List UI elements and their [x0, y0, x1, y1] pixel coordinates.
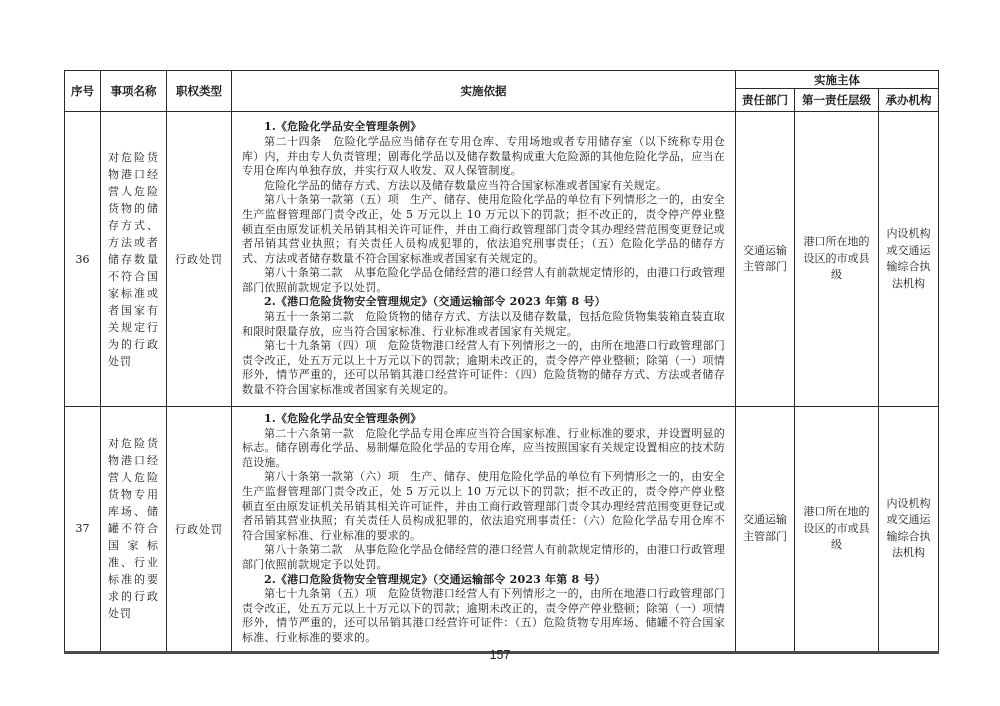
row-implementation-basis — [232, 112, 736, 407]
header-authority-type: 职权类型 — [167, 71, 232, 112]
row-first-responsibility-level: 港口所在地的设区的市或县级 — [795, 407, 879, 653]
row-item-name: 对危险货物港口经营人危险货物的储存方式、方法或者储存数量不符合国家标准或者国家有关规定行为的行政处罚 — [101, 112, 167, 407]
basis-paragraph: 第二十四条 危险化学品应当储存在专用仓库、专用场地或者专用储存室（以下统称专用仓库）内，并由专人负责管理；剧毒化学品以及储存数量构成重大危险源的其他危险化学品，应当在专用仓库内单独存放，并实行双人收发、双人保管制度。 — [242, 134, 725, 178]
header-implementation-subject: 实施主体 — [736, 71, 939, 89]
basis-paragraph: 第五十一条第二款 危险货物的储存方式、方法以及储存数量，包括危险货物集装箱直装直取和限时限量存放，应当符合国家标准、行业标准或者国家有关规定。 — [242, 310, 725, 338]
row-item-name: 对危险货物港口经营人危险货物专用库场、储罐不符合国家标准、行业标准的要求的行政处罚 — [101, 407, 167, 653]
header-seq: 序号 — [65, 71, 101, 112]
page-number: 157 — [489, 648, 511, 662]
basis-paragraph: 第八十条第一款第（五）项 生产、储存、使用危险化学品的单位有下列情形之一的，由安全生产监督管理部门责令改正，处 5 万元以上 10 万元以下的罚款；拒不改正的，责令停产停业整顿直至由原发证机关吊销其相关许可证件，并由工商行政管理部门责令其办理经营范围变更登记或者吊销其营业执照；有关责任人员构成犯罪的，依法追究刑事责任；（五）危险化学品的储存方式、方法或者储存数量不符合国家标准或者国家有关规定的。 — [242, 193, 725, 265]
row-seq: 36 — [65, 112, 101, 407]
header-first-responsibility-level: 第一责任层级 — [795, 89, 879, 112]
basis-paragraph: 第八十条第二款 从事危险化学品仓储经营的港口经营人有前款规定情形的，由港口行政管理部门依照前款规定予以处罚。 — [242, 543, 725, 571]
header-responsible-department: 责任部门 — [736, 89, 795, 112]
row-implementation-basis — [232, 407, 736, 653]
authority-items-table — [64, 70, 939, 654]
basis-paragraph: 1.《危险化学品安全管理条例》 — [264, 412, 422, 425]
row-first-responsibility-level: 港口所在地的设区的市或县级 — [795, 112, 879, 407]
basis-paragraph: 第七十九条第（五）项 危险货物港口经营人有下列情形之一的，由所在地港口行政管理部门责令改正，处五万元以上十万元以下的罚款；逾期未改正的，责令停产停业整顿；除第（一）项情形外，情节严重的，还可以吊销其港口经营许可证件：（五）危险货物专用库场、储罐不符合国家标准、行业标准的要求的。 — [242, 587, 725, 644]
basis-paragraph: 2.《港口危险货物安全管理规定》（交通运输部令 2023 年第 8 号） — [264, 572, 606, 586]
row-authority-type: 行政处罚 — [167, 112, 232, 407]
row-seq: 37 — [65, 407, 101, 653]
basis-paragraph: 第八十条第二款 从事危险化学品仓储经营的港口经营人有前款规定情形的，由港口行政管理部门依照前款规定予以处罚。 — [242, 266, 725, 294]
basis-paragraph: 第七十九条第（四）项 危险货物港口经营人有下列情形之一的，由所在地港口行政管理部门责令改正，处五万元以上十万元以下的罚款；逾期未改正的，责令停产停业整顿；除第（一）项情形外，情节严重的，还可以吊销其港口经营许可证件：（四）危险货物的储存方式、方法或者储存数量不符合国家标准或者国家有关规定的。 — [242, 339, 725, 397]
row-authority-type: 行政处罚 — [167, 407, 232, 653]
header-item-name: 事项名称 — [101, 71, 167, 112]
header-implementation-basis: 实施依据 — [232, 71, 736, 112]
basis-paragraph: 第二十六条第一款 危险化学品专用仓库应当符合国家标准、行业标准的要求，并设置明显的标志。储存剧毒化学品、易制爆危险化学品的专用仓库，应当按照国家有关规定设置相应的技术防范设施。 — [242, 426, 725, 469]
basis-paragraph: 危险化学品的储存方式、方法以及储存数量应当符合国家标准或者国家有关规定。 — [264, 178, 668, 192]
basis-paragraph: 1.《危险化学品安全管理条例》 — [264, 120, 422, 134]
table-header — [65, 71, 939, 112]
header-undertaking-agency: 承办机构 — [879, 89, 939, 112]
row-undertaking-agency: 内设机构或交通运输综合执法机构 — [879, 112, 939, 407]
row-responsible-department: 交通运输主管部门 — [736, 112, 795, 407]
basis-paragraph: 第八十条第一款第（六）项 生产、储存、使用危险化学品的单位有下列情形之一的，由安全生产监督管理部门责令改正，处 5 万元以上 10 万元以下的罚款；拒不改正的，责令停产停业整顿直至由原发证机关吊销其相关许可证件，并由工商行政管理部门责令其办理经营范围变更登记或者吊销其营业执照；有关责任人员构成犯罪的，依法追究刑事责任：（六）危险化学品专用仓库不符合国家标准、行业标准的要求的。 — [242, 470, 725, 542]
row-undertaking-agency: 内设机构或交通运输综合执法机构 — [879, 407, 939, 653]
basis-paragraph: 2.《港口危险货物安全管理规定》（交通运输部令 2023 年第 8 号） — [264, 295, 606, 309]
row-responsible-department: 交通运输主管部门 — [736, 407, 795, 653]
table-row — [65, 407, 939, 653]
table-row — [65, 112, 939, 407]
